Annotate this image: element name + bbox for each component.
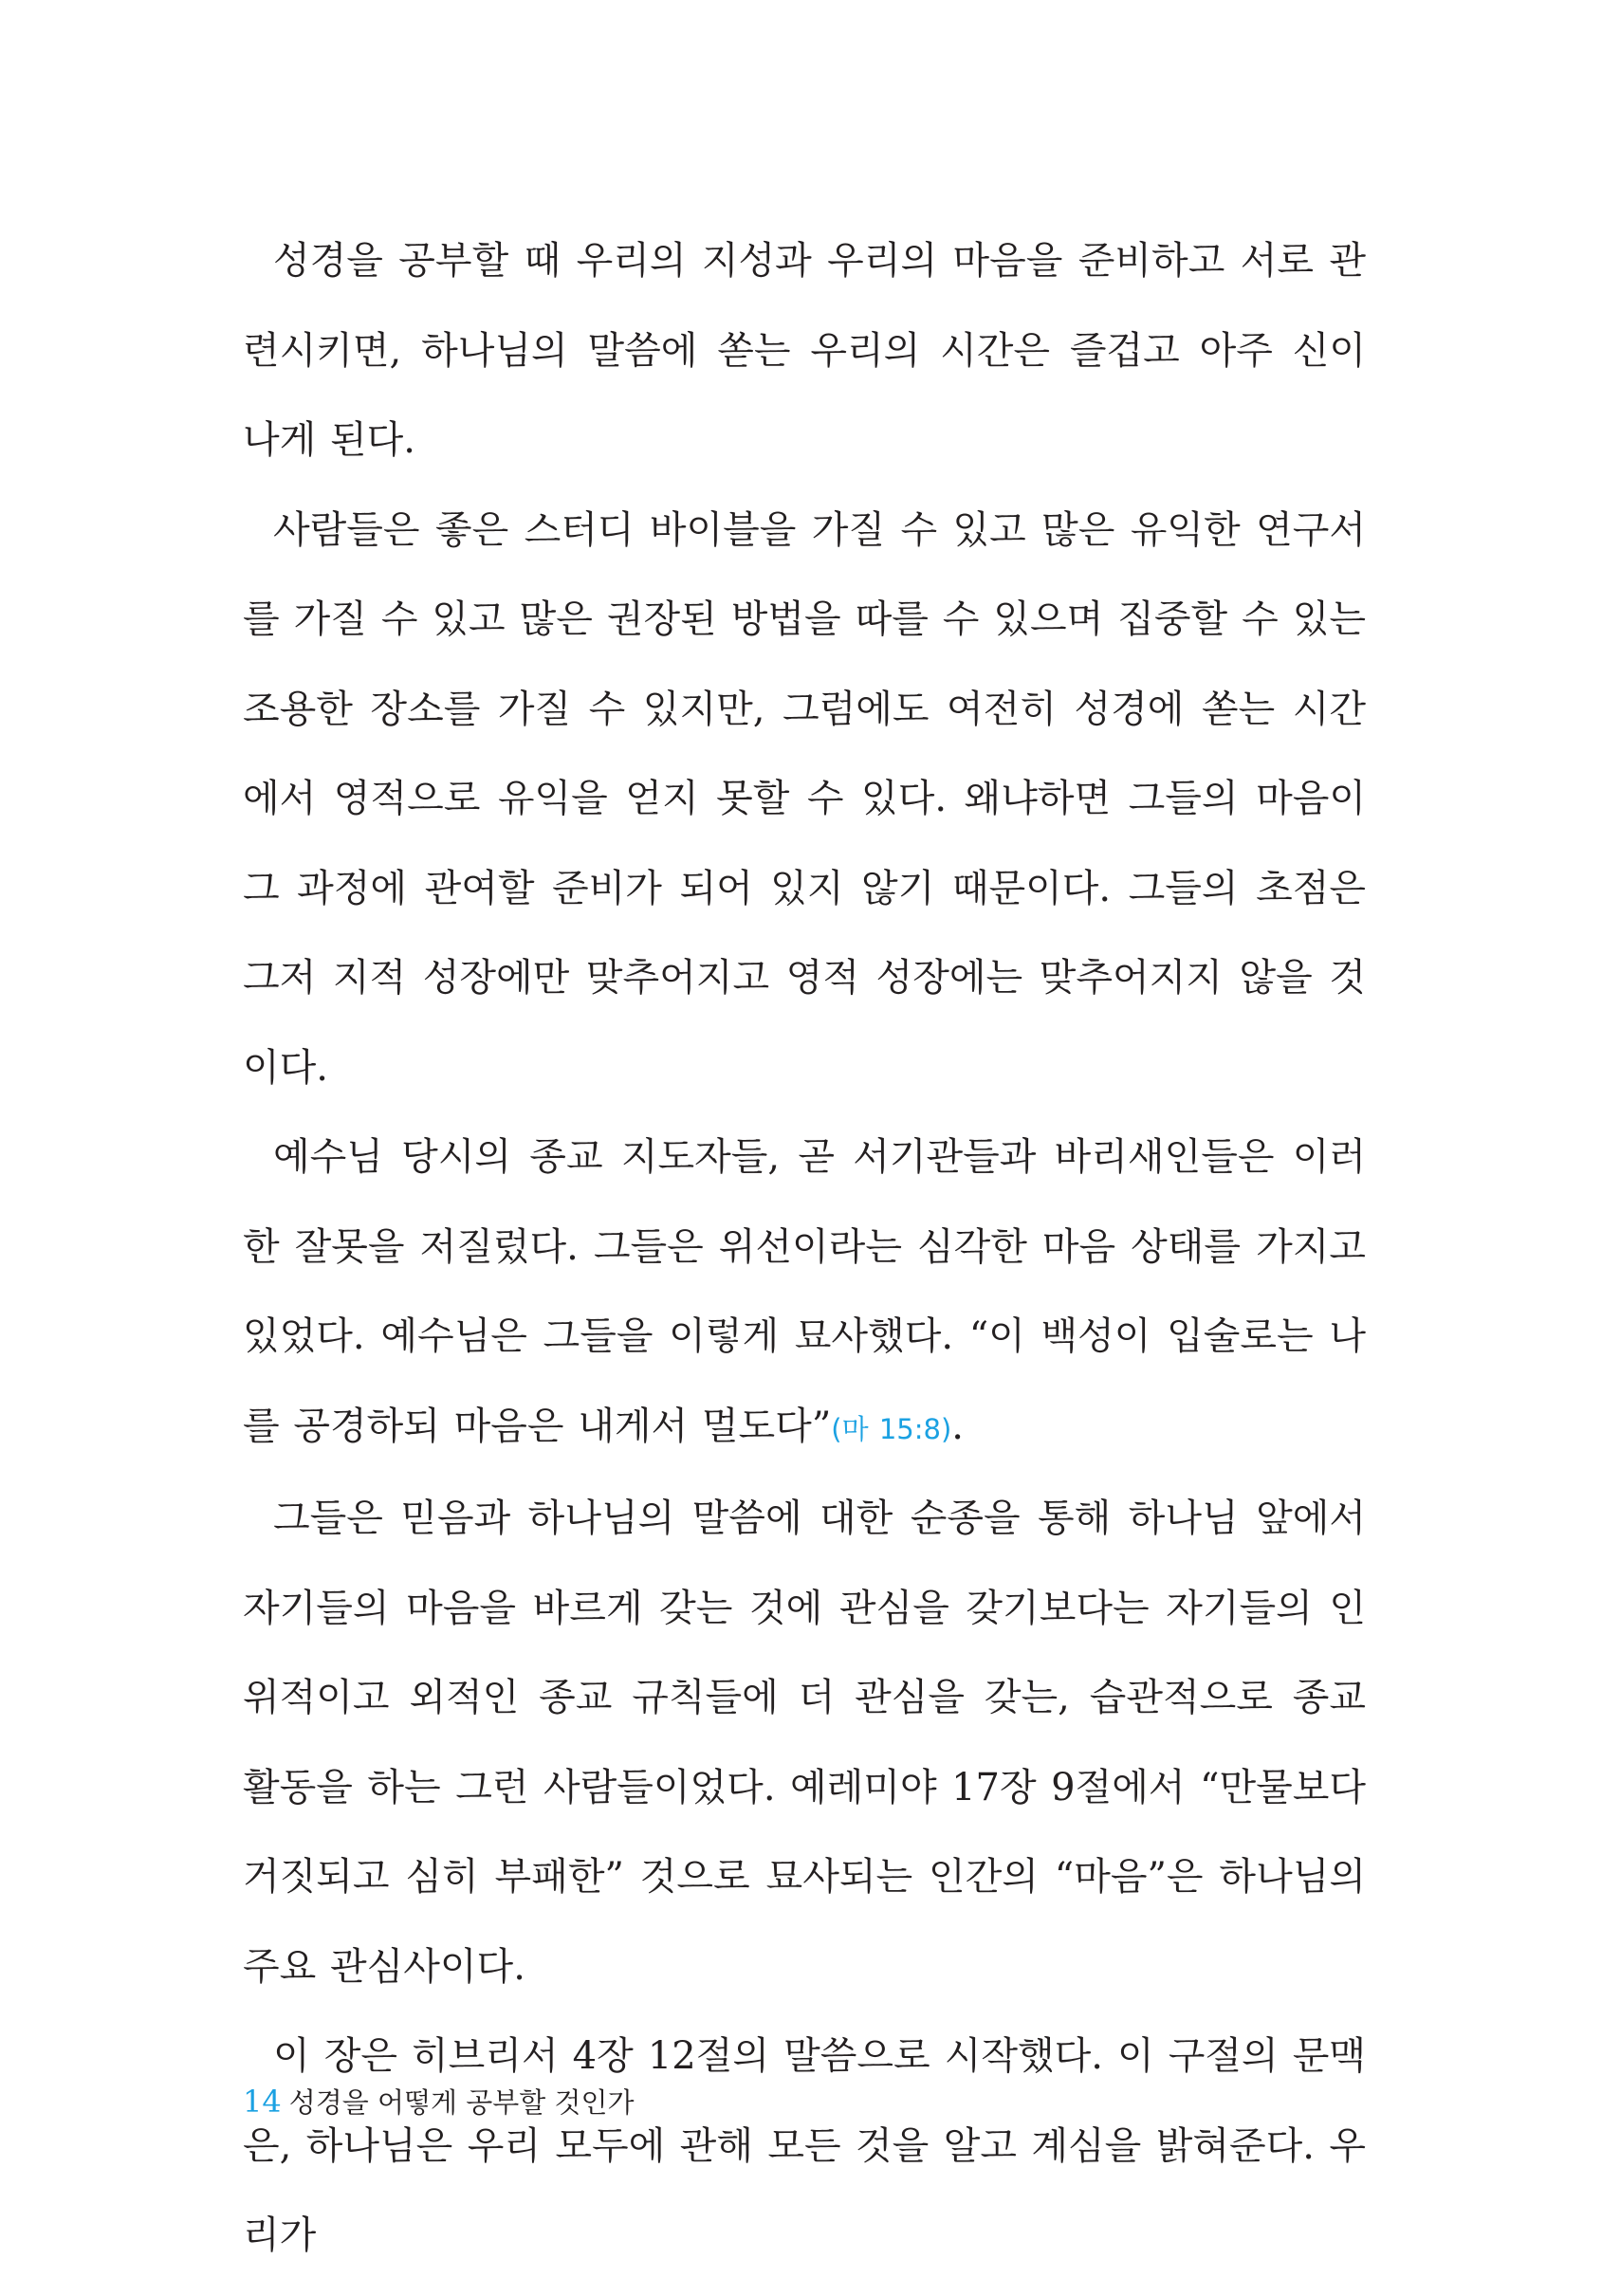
paragraph-3-text: 예수님 당시의 종교 지도자들, 곧 서기관들과 바리새인들은 이러한 잘못을 저질렀다. 그들은 위선이라는 심각한 마음 상태를 가지고 있었다. 예수님은 그들을 이렇게 묘사했다. “이 백성이 입술로는 나를 공경하되 마음은 내게서 멀도다” [243,1135,1366,1448]
paragraph-3-end: . [951,1404,964,1448]
scripture-citation: (마 15:8) [831,1412,952,1445]
running-title: 성경을 어떻게 공부할 것인가 [288,2086,635,2119]
paragraph-2: 사람들은 좋은 스터디 바이블을 가질 수 있고 많은 유익한 연구서를 가질 수 있고 많은 권장된 방법을 따를 수 있으며 집중할 수 있는 조용한 장소를 가질 수 있지만, 그럼에도 여전히 성경에 쏟는 시간에서 영적으로 유익을 얻지 못할 수 있다. 왜냐하면 그들의 마음이 그 과정에 관여할 준비가 되어 있지 않기 때문이다. 그들의 초점은 그저 지적 성장에만 맞추어지고 영적 성장에는 맞추어지지 않을 것이다. [243,507,1366,1090]
page-body [243,216,1366,2281]
page-number: 14 [243,2084,282,2120]
paragraph-5: 이 장은 히브리서 4장 12절의 말씀으로 시작했다. 이 구절의 문맥은, 하나님은 우리 모두에 관해 모든 것을 알고 계심을 밝혀준다. 우리가 [243,2034,1366,2257]
paragraph-4: 그들은 믿음과 하나님의 말씀에 대한 순종을 통해 하나님 앞에서 자기들의 마음을 바르게 갖는 것에 관심을 갖기보다는 자기들의 인위적이고 외적인 종교 규칙들에 더 관심을 갖는, 습관적으로 종교 활동을 하는 그런 사람들이었다. 예레미야 17장 9절에서 “만물보다 거짓되고 심히 부패한” 것으로 묘사되는 인간의 “마음”은 하나님의 주요 관심사이다. [243,1497,1366,1989]
page-footer [243,2083,635,2122]
paragraph-1: 성경을 공부할 때 우리의 지성과 우리의 마음을 준비하고 서로 관련시키면, 하나님의 말씀에 쏟는 우리의 시간은 즐겁고 아주 신이 나게 된다. [243,239,1366,462]
paragraph-3 [243,1112,1366,1474]
